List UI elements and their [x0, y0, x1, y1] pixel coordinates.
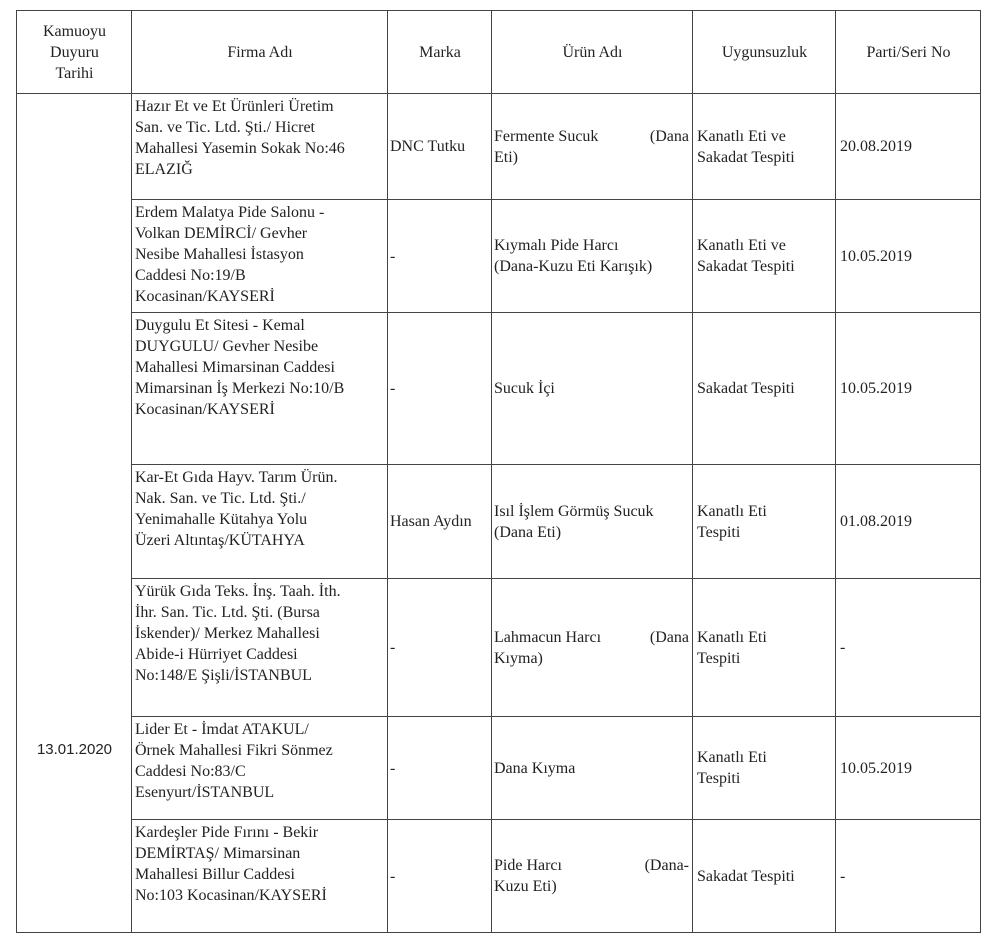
firma-line: Yürük Gıda Teks. İnş. Taah. İth. [135, 583, 341, 600]
uygunsuzluk-line: Kanatlı Eti ve [697, 237, 786, 254]
recall-table [16, 10, 981, 933]
header-announcement-date [17, 11, 132, 94]
firma-cell [132, 313, 388, 465]
table-row [17, 313, 981, 465]
firma-line: No:103 Kocasinan/KAYSERİ [135, 887, 327, 904]
urun-part: (Dana [649, 127, 689, 145]
firma-cell [132, 465, 388, 579]
parti-cell: - [836, 820, 981, 933]
firma-line: Mahallesi Yasemin Sokak No:46 [135, 140, 345, 157]
urun-cell [492, 313, 693, 465]
table-row [17, 465, 981, 579]
firma-line: Caddesi No:19/B [135, 267, 246, 284]
urun-part: (Dana- [644, 857, 689, 874]
firma-cell [132, 820, 388, 933]
firma-line: Örnek Mahallesi Fikri Sönmez [135, 742, 333, 759]
marka-cell: - [388, 717, 492, 820]
table-row [17, 200, 981, 313]
urun-cell [492, 94, 693, 200]
firma-line: Kar-Et Gıda Hayv. Tarım Ürün. [135, 469, 338, 486]
firma-cell [132, 94, 388, 200]
firma-line: Nak. San. ve Tic. Ltd. Şti./ [135, 490, 306, 507]
uygunsuzluk-line: Kanatlı Eti [697, 502, 767, 520]
parti-cell: - [836, 579, 981, 717]
firma-line: San. ve Tic. Ltd. Şti./ Hicret [135, 119, 315, 136]
marka-cell: Hasan Aydın [388, 465, 492, 579]
urun-part: Fermente Sucuk [494, 127, 599, 145]
firma-line: İhr. San. Tic. Ltd. Şti. (Bursa [135, 604, 320, 621]
firma-line: Nesibe Mahallesi İstasyon [135, 246, 304, 263]
uygunsuzluk-line: Sakadat Tespiti [697, 867, 795, 885]
uygunsuzluk-line: Sakadat Tespiti [697, 258, 795, 275]
firma-line: DEMİRTAŞ/ Mimarsinan [135, 845, 301, 862]
firma-line: DUYGULU/ Gevher Nesibe [135, 338, 319, 355]
urun-line: (Dana Eti) [494, 523, 562, 541]
urun-cell [492, 717, 693, 820]
header-marka: Marka [388, 11, 492, 94]
uygunsuzluk-line: Sakadat Tespiti [697, 148, 795, 166]
firma-line: No:148/E Şişli/İSTANBUL [135, 667, 312, 684]
firma-line: Volkan DEMİRCİ/ Gevher [135, 225, 308, 242]
header-urun: Ürün Adı [492, 11, 693, 94]
firma-cell [132, 717, 388, 820]
marka-cell: - [388, 313, 492, 465]
firma-line: Abide-i Hürriyet Caddesi [135, 646, 298, 663]
uygunsuzluk-cell [693, 820, 836, 933]
firma-line: İskender)/ Merkez Mahallesi [135, 625, 320, 642]
parti-cell: 10.05.2019 [836, 200, 981, 313]
marka-cell: - [388, 579, 492, 717]
urun-line: Isıl İşlem Görmüş Sucuk [494, 502, 654, 520]
recall-notice-sheet [16, 10, 980, 932]
table-row [17, 820, 981, 933]
header-parti: Parti/Seri No [836, 11, 981, 94]
urun-line [494, 126, 689, 147]
firma-line: Üzeri Altıntaş/KÜTAHYA [135, 532, 305, 549]
uygunsuzluk-cell [693, 200, 836, 313]
uygunsuzluk-cell [693, 579, 836, 717]
firma-line: Kardeşler Pide Fırını - Bekir [135, 824, 319, 841]
firma-line: Lider Et - İmdat ATAKUL/ [135, 721, 309, 738]
urun-cell [492, 820, 693, 933]
firma-line: Esenyurt/İSTANBUL [135, 784, 275, 801]
parti-cell: 20.08.2019 [836, 94, 981, 200]
urun-line: Kıyma) [494, 649, 543, 667]
parti-cell: 10.05.2019 [836, 313, 981, 465]
firma-cell [132, 200, 388, 313]
uygunsuzluk-cell [693, 94, 836, 200]
firma-line: Duygulu Et Sitesi - Kemal [135, 317, 305, 334]
uygunsuzluk-cell [693, 465, 836, 579]
urun-line [494, 855, 689, 876]
uygunsuzluk-cell [693, 717, 836, 820]
urun-part: (Dana [649, 628, 689, 646]
header-row [17, 11, 981, 94]
urun-line: Sucuk İçi [494, 380, 555, 397]
firma-line: Mimarsinan İş Merkezi No:10/B [135, 380, 345, 397]
urun-line: Eti) [494, 148, 518, 166]
urun-line: Kıymalı Pide Harcı [494, 237, 619, 254]
header-date-line: Duyuru [50, 43, 99, 61]
header-date-line: Tarihi [55, 64, 94, 82]
marka-cell: - [388, 820, 492, 933]
uygunsuzluk-cell [693, 313, 836, 465]
urun-line: Kuzu Eti) [494, 878, 557, 895]
parti-cell: 10.05.2019 [836, 717, 981, 820]
uygunsuzluk-line: Tespiti [697, 770, 741, 787]
urun-line [494, 627, 689, 648]
uygunsuzluk-line: Sakadat Tespiti [697, 380, 795, 397]
header-firma: Firma Adı [132, 11, 388, 94]
urun-part: Pide Harcı [494, 857, 562, 874]
announcement-date: 13.01.2020 [17, 94, 132, 933]
firma-line: Caddesi No:83/C [135, 763, 246, 780]
table-row [17, 717, 981, 820]
uygunsuzluk-line: Tespiti [697, 523, 741, 541]
firma-cell [132, 579, 388, 717]
parti-cell: 01.08.2019 [836, 465, 981, 579]
firma-line: Erdem Malatya Pide Salonu - [135, 204, 325, 221]
marka-cell: - [388, 200, 492, 313]
urun-cell [492, 579, 693, 717]
urun-cell [492, 465, 693, 579]
uygunsuzluk-line: Tespiti [697, 649, 741, 667]
firma-line: Yenimahalle Kütahya Yolu [135, 511, 308, 528]
firma-line: Mahallesi Mimarsinan Caddesi [135, 359, 335, 376]
firma-line: Mahallesi Billur Caddesi [135, 866, 295, 883]
firma-line: Kocasinan/KAYSERİ [135, 401, 275, 418]
header-uygunsuzluk: Uygunsuzluk [693, 11, 836, 94]
uygunsuzluk-line: Kanatlı Eti [697, 628, 767, 646]
urun-cell [492, 200, 693, 313]
urun-line: Dana Kıyma [494, 759, 576, 777]
table-row [17, 579, 981, 717]
firma-line: Hazır Et ve Et Ürünleri Üretim [135, 98, 334, 115]
firma-line: ELAZIĞ [135, 161, 193, 178]
firma-line: Kocasinan/KAYSERİ [135, 288, 275, 305]
urun-part: Lahmacun Harcı [494, 628, 602, 646]
urun-line: (Dana-Kuzu Eti Karışık) [494, 258, 653, 275]
table-row [17, 94, 981, 200]
uygunsuzluk-line: Kanatlı Eti [697, 749, 767, 766]
marka-cell: DNC Tutku [388, 94, 492, 200]
header-date-line: Kamuoyu [42, 22, 107, 40]
uygunsuzluk-line: Kanatlı Eti ve [697, 127, 786, 145]
